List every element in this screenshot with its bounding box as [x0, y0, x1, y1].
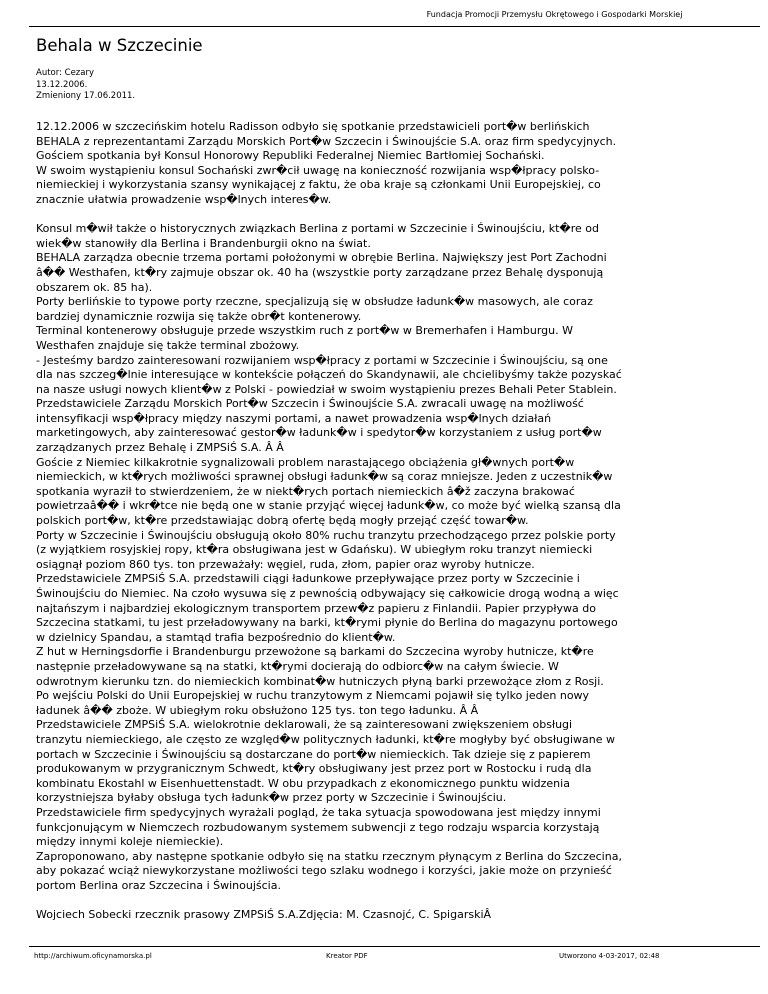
body-line: - Jesteśmy bardzo zainteresowani rozwijaniem wsp�łpracy z portami w Szczecinie i Świnoujściu, są one [36, 353, 608, 367]
body-line: wiek�w stanowiły dla Berlina i Brandenburgii okno na świat. [36, 236, 371, 250]
body-line [36, 893, 736, 908]
header-organization: Fundacja Promocji Przemysłu Okrętowego i Gospodarki Morskiej [426, 10, 683, 19]
body-line: marketingowych, aby zainteresować gestor�w ładunk�w i spedytor�w korzystaniem z usług port�w [36, 426, 602, 440]
body-line: spotkania wyraził to stwierdzeniem, że w niekt�rych portach niemieckich â�ž zaczyna brakować [36, 484, 575, 498]
body-line: w dzielnicy Spandau, a stamtąd trafia bezpośrednio do klient�w. [36, 630, 396, 644]
article-meta [36, 68, 135, 103]
body-line: Goście z Niemiec kilkakrotnie sygnalizowali problem narastającego obciążenia gł�wnych port�w [36, 455, 575, 469]
body-line: BEHALA zarządza obecnie trzema portami położonymi w obrębie Berlina. Największy jest Port Zachodni [36, 251, 607, 265]
body-line: 12.12.2006 w szczecińskim hotelu Radisson odbyło się spotkanie przedstawicieli port�w berlińskich [36, 120, 590, 133]
body-line: Porty berlińskie to typowe porty rzeczne, specjalizują się w obsłudze ładunk�w masowych, ale coraz [36, 295, 593, 309]
body-line: intensyfikacji wsp�łpracy między naszymi portami, a nawet prowadzenia wsp�lnych działań [36, 411, 552, 425]
body-line: polskich port�w, kt�re przedstawiając dobrą ofertę będą mogły przejąć część towar�w. [36, 514, 529, 528]
body-line: bardziej dynamicznie rozwija się także obr�t kontenerowy. [36, 309, 362, 323]
body-line: W swoim wystąpieniu konsul Sochański zwr�cił uwagę na konieczność rozwijania wsp�łpracy polsko- [36, 163, 600, 177]
body-line: Przedstawiciele ZMPSiŚ S.A. przedstawili ciągi ładunkowe przepływające przez porty w Szczecinie i [36, 572, 580, 586]
article-title: Behala w Szczecinie [36, 36, 203, 55]
body-line: Terminal kontenerowy obsługuje przede wszystkim ruch z port�w w Bremerhafen i Hamburgu. W [36, 324, 574, 338]
body-line [36, 208, 736, 223]
body-line: Szczecina statkami, tu jest przeładowywany na barki, kt�rymi płynie do Berlina do magazynu portowego [36, 616, 618, 630]
footer-kreator-pdf: Kreator PDF [326, 952, 368, 960]
body-line: zarządzanych przez Behalę i ZMPSiŚ S.A. Â Â [36, 441, 284, 455]
body-line: najtańszym i najbardziej ekologicznym transportem przew�z papieru z Finlandii. Papier przypływa do [36, 601, 597, 615]
body-line: BEHALA z reprezentantami Zarządu Morskich Port�w Szczecin i Świnoujście S.A. oraz firm spedycyjnych. [36, 134, 617, 148]
footer-divider [29, 946, 760, 947]
article-date: 13.12.2006. [36, 79, 88, 90]
body-line: znacznie ułatwia prowadzenie wsp�lnych interes�w. [36, 192, 332, 206]
body-line: ładunek â�� zboże. W ubiegłym roku obsłużono 125 tys. ton tego ładunku. Â Â [36, 703, 479, 717]
body-line: Porty w Szczecinie i Świnoujściu obsługują około 80% ruchu tranzytu przechodzącego przez polskie porty [36, 528, 616, 542]
body-line: niemieckich, w kt�rych możliwości sprawnej obsługi ładunk�w są coraz mniejsze. Jeden z uczestnik�w [36, 470, 613, 484]
body-line: dla nas szczeg�lnie interesujące w kontekście połączeń do Skandynawii, ale chcielibyśmy także pozyskać [36, 368, 622, 382]
article-modified: Zmieniony 17.06.2011. [36, 91, 136, 101]
body-line: Westhafen znajduje się także terminal zbożowy. [36, 338, 300, 352]
body-line: obszarem ok. 85 ha). [36, 280, 153, 294]
article-author: Autor: Cezary [36, 68, 95, 78]
body-line: Świnoujściu do Niemiec. Na czoło wysuwa się z pewnością odbywający się całkowicie drogą wodną a więc [36, 587, 619, 600]
body-line: Z hut w Herningsdorfie i Brandenburgu przewożone są barkami do Szczecina wyroby hutnicze, kt�re [36, 645, 594, 659]
body-line: między innymi koleje niemieckie). [36, 835, 224, 849]
footer-created-date: Utworzono 4-03-2017, 02:48 [559, 952, 660, 960]
body-line: aby pokazać wciąż niewykorzystane możliwości tego szlaku wodnego i korzyści, jakie może on przynieść [36, 864, 612, 878]
body-line: korzystniejsza byłaby obsługa tych ładunk�w przez porty w Szczecinie i Świnoujściu. [36, 791, 507, 805]
body-line: Po wejściu Polski do Unii Europejskiej w ruchu tranzytowym z Niemcami pojawił się tylko jeden nowy [36, 689, 590, 703]
body-line: następnie przeładowywane są na statki, kt�rymi docierają do odbiorc�w na całym świecie. W [36, 659, 559, 673]
body-line: tranzytu niemieckiego, ale często ze względ�w politycznych ładunki, kt�re mogłyby być obsługiwane w [36, 732, 616, 746]
body-line: Przedstawiciele Zarządu Morskich Port�w Szczecin i Świnoujście S.A. zwracali uwagę na możliwość [36, 397, 584, 411]
body-line: Przedstawiciele ZMPSiŚ S.A. wielokrotnie deklarowali, że są zainteresowani zwiększeniem obsługi [36, 718, 573, 732]
body-line: Gościem spotkania był Konsul Honorowy Republiki Federalnej Niemiec Bartłomiej Sochański. [36, 149, 545, 163]
body-line: niemieckiej i wykorzystania szansy wynikającej z faktu, że oba kraje są członkami Unii Europejskiej, co [36, 178, 601, 192]
footer-url-link[interactable]: http://archiwum.oficynamorska.pl [34, 952, 152, 960]
body-line: osiągnął poziom 860 tys. ton przeważały: węgiel, ruda, złom, papier oraz wyroby hutnicze. [36, 557, 535, 571]
body-line: funkcjonującym w Niemczech rozbudowanym systemem subwencji z tego rodzaju wsparcia korzystają [36, 820, 600, 834]
body-line: kombinatu Ekostahl w Eisenhuettenstadt. W obu przypadkach z ekonomicznego punktu widzenia [36, 776, 570, 790]
body-line: odwrotnym kierunku tzn. do niemieckich kombinat�w hutniczych płyną barki przewożące złom z Rosji. [36, 674, 604, 688]
body-line: Przedstawiciele firm spedycyjnych wyrażali pogląd, że taka sytuacja spowodowana jest między innymi [36, 805, 601, 819]
body-line: Zaproponowano, aby następne spotkanie odbyło się na statku rzecznym płynącym z Berlina do Szczecina, [36, 849, 622, 863]
body-line: produkowanym w przygranicznym Schwedt, kt�ry obsługiwany jest przez port w Rostocku i rudą dla [36, 762, 592, 776]
page-header [29, 0, 760, 27]
body-line: â�� Westhafen, kt�ry zajmuje obszar ok. 40 ha (wszystkie porty zarządzane przez Behalę dysponują [36, 265, 604, 279]
body-line: portom Berlina oraz Szczecina i Świnoujścia. [36, 878, 281, 892]
body-line: (z wyjątkiem rosyjskiej ropy, kt�ra obsługiwana jest w Gdańsku). W ubiegłym roku tranzyt niemiecki [36, 543, 593, 557]
article-body [36, 120, 736, 923]
body-line: Wojciech Sobecki rzecznik prasowy ZMPSiŚ S.A.Zdjęcia: M. Czasnojć, C. SpigarskiÂ [36, 908, 492, 922]
body-line: na nasze usługi nowych klient�w z Polski - powiedział w swoim wystąpieniu prezes Behali Peter Stablein. [36, 382, 617, 396]
body-line: powietrzaâ�� i wkr�tce nie będą one w stanie przyjąć więcej ładunk�w, co może być wielką szansą dla [36, 499, 621, 513]
body-line: Konsul m�wił także o historycznych związkach Berlina z portami w Szczecinie i Świnoujściu, kt�re od [36, 222, 599, 236]
body-line: portach w Szczecinie i Świnoujściu są dostarczane do port�w niemieckich. Tak dzieje się z papierem [36, 747, 591, 761]
